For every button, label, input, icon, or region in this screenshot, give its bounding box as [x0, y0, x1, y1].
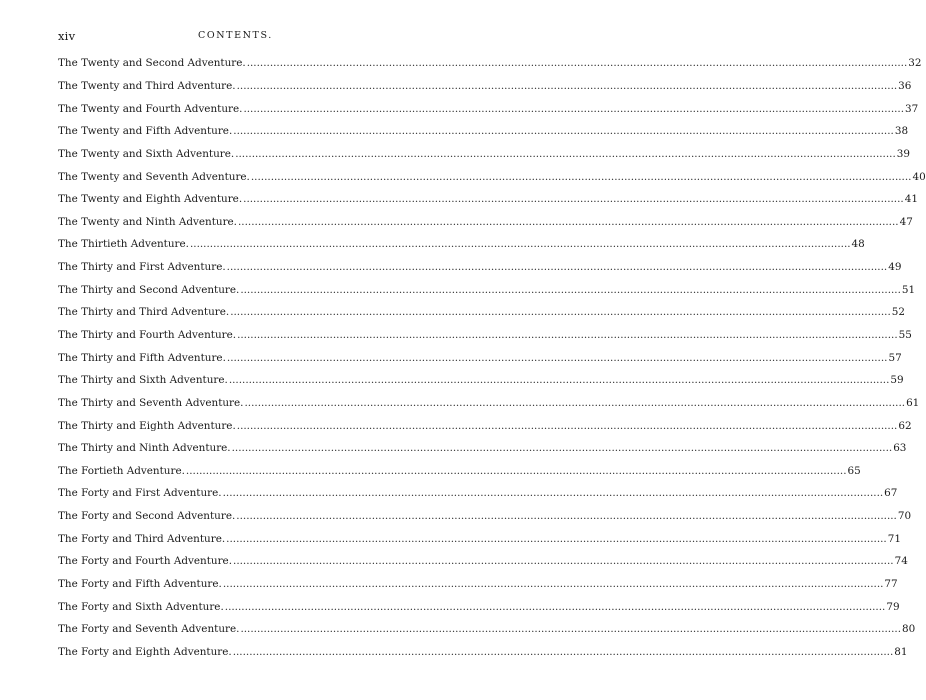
toc-entry	[58, 188, 918, 211]
dot-leader: ........................................................................................................................................................................................................	[236, 79, 898, 92]
entry-title: The Twenty and Fifth Adventure.	[58, 125, 233, 138]
dot-leader: ........................................................................................................................................................................................................	[238, 215, 899, 228]
entry-page: 49	[888, 261, 902, 274]
entry-page: 79	[886, 600, 900, 613]
entry-page: 57	[888, 351, 902, 364]
entry-title: The Twenty and Ninth Adventure.	[58, 215, 237, 228]
entry-title: The Twenty and Fourth Adventure.	[58, 102, 243, 115]
toc-entry	[58, 52, 922, 75]
dot-leader: ........................................................................................................................................................................................................	[232, 645, 894, 658]
page-header	[58, 29, 402, 49]
table-of-contents	[58, 52, 926, 663]
dot-leader: ........................................................................................................................................................................................................	[231, 442, 893, 455]
toc-entry	[58, 437, 907, 460]
toc-entry	[58, 233, 865, 256]
toc-entry	[58, 210, 913, 233]
dot-leader: ........................................................................................................................................................................................................	[230, 306, 891, 319]
dot-leader: ........................................................................................................................................................................................................	[228, 374, 890, 387]
toc-entry	[58, 301, 906, 324]
entry-title: The Thirty and Fifth Adventure.	[58, 351, 226, 364]
toc-entry	[58, 97, 919, 120]
entry-title: The Fortieth Adventure.	[58, 464, 185, 477]
entry-title: The Thirty and Fourth Adventure.	[58, 329, 237, 341]
dot-leader: ........................................................................................................................................................................................................	[235, 147, 896, 160]
entry-page: 40	[912, 170, 926, 183]
entry-title: The Forty and Fourth Adventure.	[58, 555, 233, 568]
dot-leader: ........................................................................................................................................................................................................	[185, 464, 847, 477]
entry-page: 55	[898, 329, 912, 341]
toc-entry	[58, 392, 920, 415]
toc-entry	[58, 346, 902, 369]
dot-leader: ........................................................................................................................................................................................................	[240, 283, 901, 296]
page-number: xiv	[58, 29, 76, 43]
entry-title: The Thirty and Eighth Adventure.	[58, 419, 236, 432]
entry-page: 47	[899, 215, 913, 228]
toc-entry	[58, 505, 912, 528]
dot-leader: ........................................................................................................................................................................................................	[226, 261, 888, 274]
entry-title: The Thirty and Third Adventure.	[58, 306, 230, 319]
entry-page: 52	[891, 306, 906, 319]
entry-page: 67	[884, 487, 898, 500]
dot-leader: ........................................................................................................................................................................................................	[237, 329, 898, 341]
entry-page: 80	[902, 623, 916, 636]
entry-title: The Forty and Seventh Adventure.	[58, 623, 240, 636]
toc-entry	[58, 527, 901, 550]
toc-entry	[58, 641, 908, 664]
entry-title: The Thirty and First Adventure.	[58, 261, 226, 274]
dot-leader: ........................................................................................................................................................................................................	[243, 102, 905, 115]
dot-leader: ........................................................................................................................................................................................................	[226, 532, 887, 545]
dot-leader: ........................................................................................................................................................................................................	[236, 510, 897, 523]
toc-entry	[58, 278, 916, 301]
entry-page: 32	[908, 57, 922, 70]
entry-title: The Forty and Sixth Adventure.	[58, 600, 224, 613]
toc-entry	[58, 482, 898, 505]
entry-page: 41	[904, 193, 918, 206]
entry-page: 38	[894, 125, 909, 138]
entry-title: The Forty and Second Adventure.	[58, 510, 236, 523]
entry-title: The Forty and Eighth Adventure.	[58, 645, 232, 658]
entry-page: 61	[906, 396, 920, 409]
entry-title: The Twenty and Eighth Adventure.	[58, 193, 243, 206]
entry-page: 51	[901, 283, 916, 296]
running-head: CONTENTS.	[198, 30, 273, 41]
entry-page: 77	[884, 578, 898, 591]
dot-leader: ........................................................................................................................................................................................................	[226, 351, 888, 364]
dot-leader: ........................................................................................................................................................................................................	[224, 600, 886, 613]
entry-title: The Twenty and Second Adventure.	[58, 57, 246, 70]
entry-page: 63	[893, 442, 907, 455]
toc-entry	[58, 75, 912, 98]
toc-entry	[58, 460, 861, 483]
entry-page: 37	[905, 102, 919, 115]
toc-entry	[58, 369, 904, 392]
entry-page: 59	[890, 374, 904, 387]
entry-title: The Twenty and Third Adventure.	[58, 79, 236, 92]
entry-title: The Forty and Fifth Adventure.	[58, 578, 222, 591]
dot-leader: ........................................................................................................................................................................................................	[222, 578, 884, 591]
entry-page: 74	[894, 555, 908, 568]
entry-title: The Thirty and Ninth Adventure.	[58, 442, 231, 455]
dot-leader: ........................................................................................................................................................................................................	[233, 555, 894, 568]
toc-entry	[58, 550, 908, 573]
entry-title: The Forty and First Adventure.	[58, 487, 222, 500]
dot-leader: ........................................................................................................................................................................................................	[246, 57, 908, 70]
toc-entry	[58, 324, 912, 347]
dot-leader: ........................................................................................................................................................................................................	[250, 170, 912, 183]
toc-entry	[58, 143, 910, 166]
contents-page	[58, 0, 926, 700]
entry-title: The Forty and Third Adventure.	[58, 532, 226, 545]
toc-entry	[58, 595, 900, 618]
dot-leader: ........................................................................................................................................................................................................	[240, 623, 902, 636]
toc-entry	[58, 618, 916, 641]
toc-entry	[58, 256, 902, 279]
toc-entry	[58, 165, 926, 188]
entry-title: The Thirty and Sixth Adventure.	[58, 374, 228, 387]
entry-title: The Twenty and Sixth Adventure.	[58, 147, 235, 160]
entry-page: 39	[896, 147, 910, 160]
entry-page: 48	[851, 238, 865, 251]
entry-title: The Thirty and Second Adventure.	[58, 283, 240, 296]
entry-title: The Thirty and Seventh Adventure.	[58, 396, 244, 409]
entry-page: 36	[898, 79, 912, 92]
dot-leader: ........................................................................................................................................................................................................	[236, 419, 898, 432]
dot-leader: ........................................................................................................................................................................................................	[233, 125, 894, 138]
entry-page: 71	[887, 532, 901, 545]
entry-page: 65	[847, 464, 861, 477]
dot-leader: ........................................................................................................................................................................................................	[222, 487, 884, 500]
entry-title: The Thirtieth Adventure.	[58, 238, 189, 251]
entry-title: The Twenty and Seventh Adventure.	[58, 170, 250, 183]
entry-page: 70	[897, 510, 912, 523]
dot-leader: ........................................................................................................................................................................................................	[189, 238, 851, 251]
dot-leader: ........................................................................................................................................................................................................	[244, 396, 906, 409]
toc-entry	[58, 120, 909, 143]
dot-leader: ........................................................................................................................................................................................................	[243, 193, 904, 206]
toc-entry	[58, 573, 898, 596]
entry-page: 62	[898, 419, 912, 432]
toc-entry	[58, 414, 912, 437]
entry-page: 81	[894, 645, 908, 658]
